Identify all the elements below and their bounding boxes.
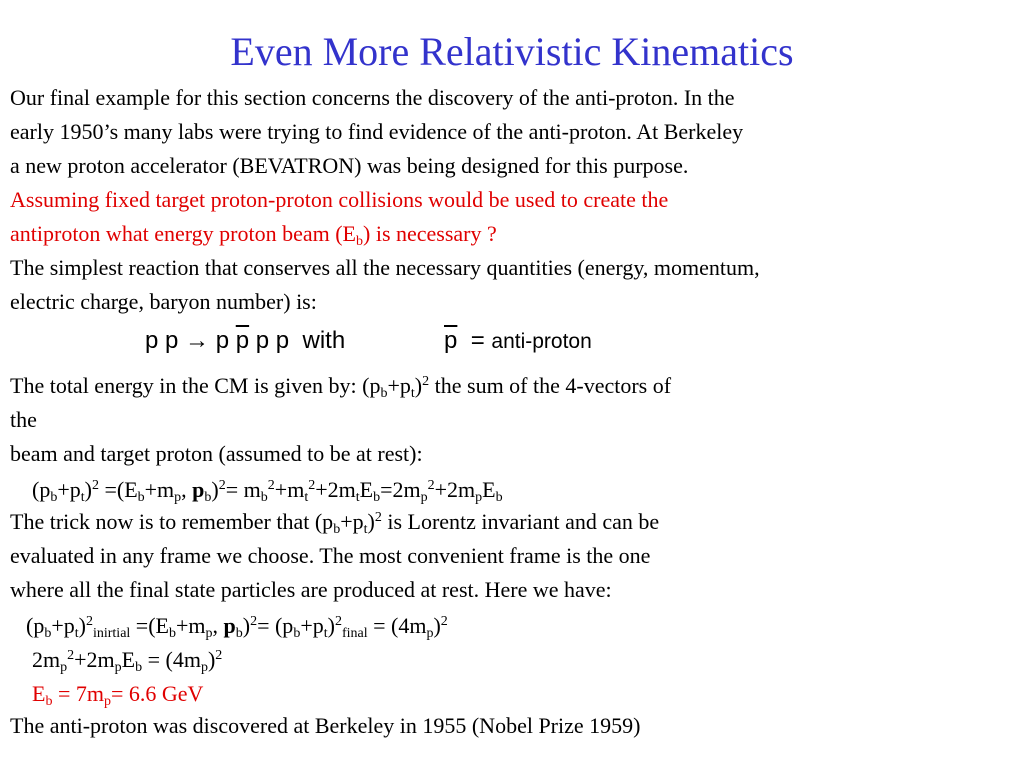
antiproton-symbol: $\overline{p}$ <box>444 327 458 354</box>
reaction-antiproton: $\overline{p}$ <box>235 327 250 354</box>
intro-line-2: early 1950’s many labs were trying to find evidence of the anti-proton. At Berkeley <box>10 119 744 144</box>
reaction-intro-2: electric charge, baryon number) is: <box>10 289 317 314</box>
question-line-2: antiproton what energy proton beam $(E_b)$ is necessary ? <box>10 221 497 249</box>
trick-line-2: evaluated in any frame we choose. The most convenient frame is the one <box>10 543 651 568</box>
intro-line-3: a new proton accelerator (BEVATRON) was being designed for this purpose. <box>10 153 689 178</box>
antiproton-meaning: anti-proton <box>491 330 592 353</box>
reaction-intro-1: The simplest reaction that conserves all the necessary quantities (energy, momentum, <box>10 255 760 280</box>
cm-line-2: the <box>10 407 37 432</box>
result-value: = 6.6 GeV <box>110 681 204 706</box>
slide-title: Even More Relativistic Kinematics <box>230 29 794 74</box>
reaction-arrow: → <box>185 327 210 354</box>
reaction-rhs-b: p p <box>255 327 290 354</box>
equation-energy: $2m_p^2+2m_pE_b = (4m_p)^2$ <box>32 647 223 675</box>
reaction-with: with <box>302 327 346 354</box>
equation-invariant-mass: $(p_b+p_t)^2 =(E_b+m_p$, $p_b)^2= m_b^2+m_t^2+2m_tE_b=2m_p^2+2m_pE_b$ <box>32 477 503 505</box>
antiproton-definition <box>444 326 592 357</box>
reaction-lhs: p p <box>145 327 179 354</box>
result-equation: $E_b = 7m_p= 6.6$ GeV <box>32 681 204 709</box>
conclusion: The anti-proton was discovered at Berkeley in 1955 (Nobel Prize 1959) <box>10 713 641 738</box>
trick-line-3: where all the final state particles are produced at rest. Here we have: <box>10 577 612 602</box>
intro-line-1: Our final example for this section concerns the discovery of the anti-proton. In the <box>10 85 735 110</box>
antiproton-equals: = <box>470 327 485 354</box>
reaction-rhs-a: p <box>215 327 230 354</box>
equation-frame: $(p_b+p_t)^2_{inirtial} =(E_b+m_p$, $p_b)^2= (p_b+p_t)^2_{final} = (4m_p)^2$ <box>26 613 448 641</box>
reaction-equation <box>145 326 345 356</box>
cm-line-1: The total energy in the CM is given by: $(p_b+p_t)^2$ the sum of the 4-vectors of <box>10 373 672 401</box>
question-line-1: Assuming fixed target proton-proton collisions would be used to create the <box>10 187 669 212</box>
cm-line-3: beam and target proton (assumed to be at rest): <box>10 441 423 466</box>
trick-line-1: The trick now is to remember that $(p_b+p_t)^2$ is Lorentz invariant and can be <box>10 509 660 537</box>
